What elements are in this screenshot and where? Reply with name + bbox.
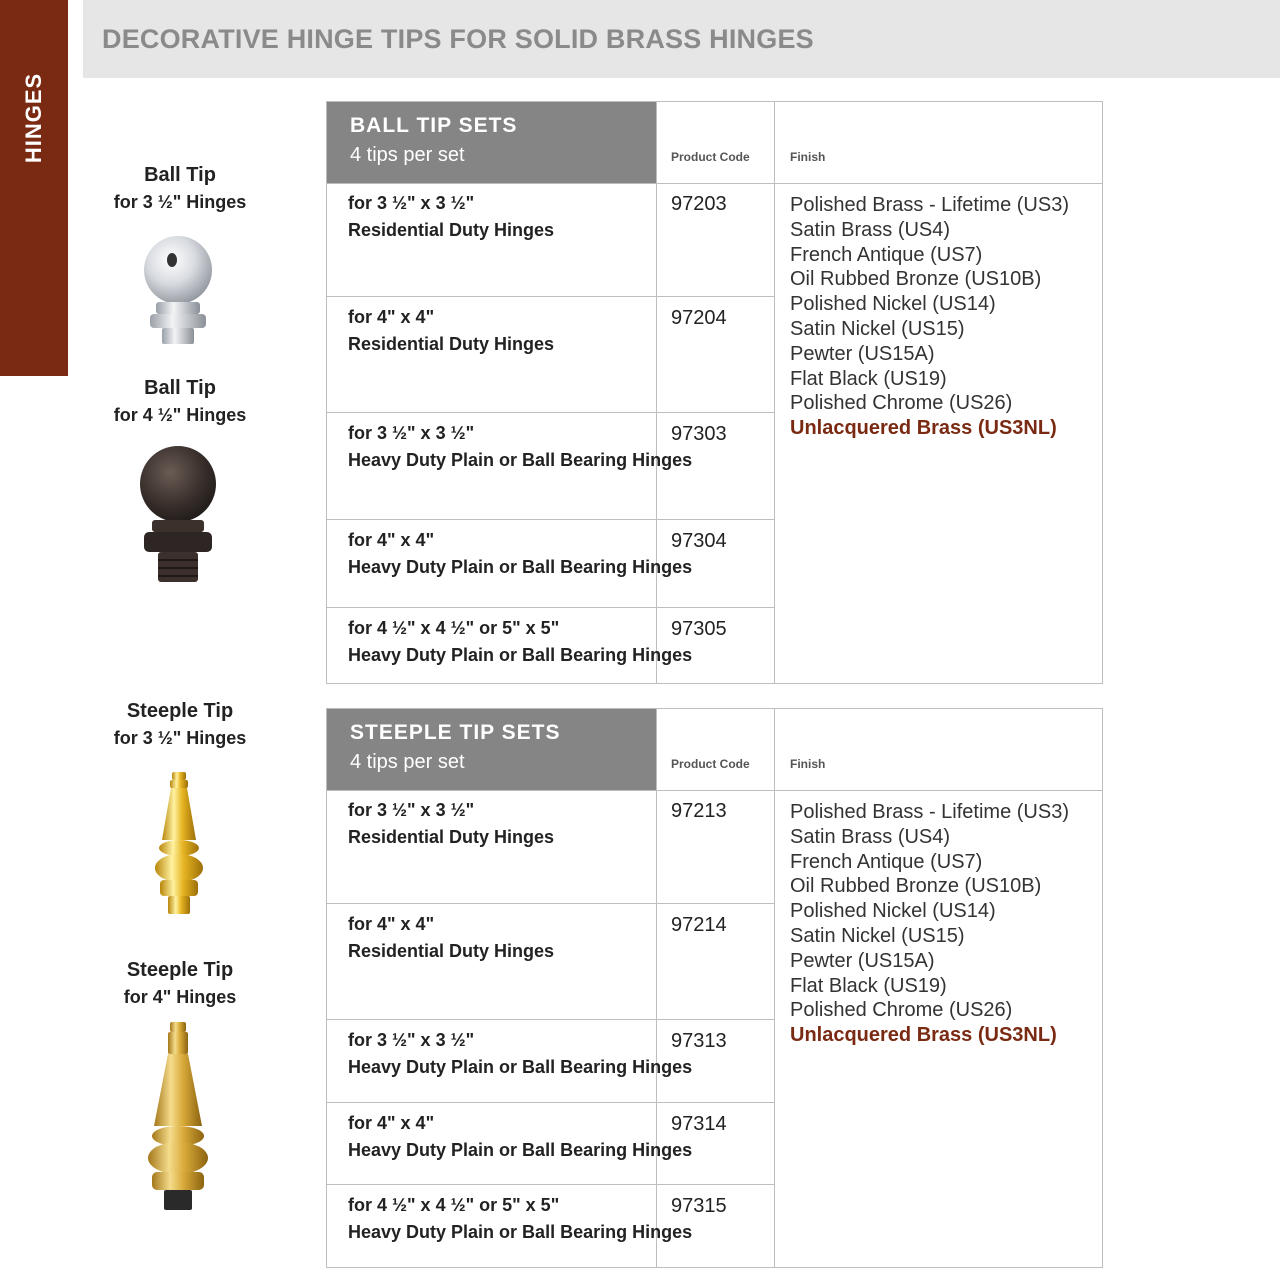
column-header-product-code: Product Code <box>671 150 750 164</box>
table-title: STEEPLE TIP SETS <box>350 721 561 744</box>
hinge-type: Heavy Duty Plain or Ball Bearing Hinges <box>348 1140 693 1160</box>
hinge-type: Heavy Duty Plain or Ball Bearing Hinges <box>348 450 693 470</box>
hinge-type: Residential Duty Hinges <box>348 827 555 847</box>
page-title: DECORATIVE HINGE TIPS FOR SOLID BRASS HINGES <box>102 24 814 54</box>
finish-item: Oil Rubbed Bronze (US10B) <box>790 268 1042 291</box>
ball-tip-table <box>326 101 1103 684</box>
hinge-type: Heavy Duty Plain or Ball Bearing Hinges <box>348 1057 693 1077</box>
column-header-finish: Finish <box>790 757 826 771</box>
finish-list <box>790 193 1069 441</box>
finish-item: Polished Nickel (US14) <box>790 293 996 316</box>
hinge-type: Residential Duty Hinges <box>348 220 555 240</box>
table-row <box>327 1185 774 1268</box>
product-name: Steeple Tip <box>126 700 234 722</box>
product-label-steeple-tip-4 <box>80 957 280 1011</box>
finish-item: Pewter (US15A) <box>790 342 935 365</box>
table-header <box>327 102 1102 184</box>
hinge-size: for 4" x 4" <box>348 530 435 550</box>
finish-item: Satin Brass (US4) <box>790 218 951 241</box>
finish-item: Pewter (US15A) <box>790 949 935 972</box>
steeple-tip-small-image <box>140 768 220 930</box>
product-name: Steeple Tip <box>126 959 234 981</box>
section-tab <box>0 0 68 376</box>
product-code: 97214 <box>671 914 727 936</box>
product-size: for 4" Hinges <box>123 987 237 1007</box>
steeple-tip-table <box>326 708 1103 1268</box>
table-row <box>327 904 774 1020</box>
hinge-size: for 4 ½" x 4 ½" or 5" x 5" <box>348 618 560 638</box>
column-header-finish: Finish <box>790 150 826 164</box>
product-code: 97315 <box>671 1195 727 1217</box>
finish-item: Satin Nickel (US15) <box>790 317 965 340</box>
hinge-type: Heavy Duty Plain or Ball Bearing Hinges <box>348 1222 693 1242</box>
column-header-product-code: Product Code <box>671 757 750 771</box>
hinge-size: for 3 ½" x 3 ½" <box>348 193 475 213</box>
table-subtitle: 4 tips per set <box>350 144 465 166</box>
table-title-block <box>327 709 656 790</box>
hinge-size: for 3 ½" x 3 ½" <box>348 1030 475 1050</box>
product-label-ball-tip-3-5 <box>80 162 280 216</box>
steeple-tip-large-image <box>130 1018 225 1218</box>
table-row <box>327 413 774 520</box>
chrome-ball-tip-image <box>130 228 225 350</box>
table-header <box>327 709 1102 791</box>
finish-item: Polished Nickel (US14) <box>790 900 996 923</box>
product-code: 97213 <box>671 800 727 822</box>
product-name: Ball Tip <box>144 377 216 399</box>
product-code: 97203 <box>671 193 727 215</box>
title-bar <box>83 0 1280 78</box>
hinge-type: Residential Duty Hinges <box>348 941 555 961</box>
finish-item-highlight: Unlacquered Brass (US3NL) <box>790 417 1057 440</box>
table-row <box>327 790 774 904</box>
table-row <box>327 520 774 608</box>
hinge-type: Heavy Duty Plain or Ball Bearing Hinges <box>348 645 693 665</box>
finish-item: Polished Chrome (US26) <box>790 999 1013 1022</box>
column-divider <box>774 102 775 683</box>
product-size: for 4 ½" Hinges <box>113 405 247 425</box>
finish-item: Flat Black (US19) <box>790 367 947 390</box>
product-name: Ball Tip <box>144 164 216 186</box>
hinge-type: Heavy Duty Plain or Ball Bearing Hinges <box>348 557 693 577</box>
column-divider <box>774 709 775 1267</box>
finish-item: Oil Rubbed Bronze (US10B) <box>790 875 1042 898</box>
table-row <box>327 1020 774 1103</box>
product-code: 97313 <box>671 1030 727 1052</box>
product-code: 97305 <box>671 618 727 640</box>
section-tab-label: HINGES <box>21 72 46 164</box>
product-size: for 3 ½" Hinges <box>113 728 247 748</box>
table-title: BALL TIP SETS <box>350 114 518 137</box>
finish-item: Polished Brass - Lifetime (US3) <box>790 801 1069 823</box>
finish-list <box>790 800 1069 1048</box>
table-row <box>327 183 774 297</box>
hinge-size: for 3 ½" x 3 ½" <box>348 800 475 820</box>
product-code: 97304 <box>671 530 727 552</box>
finish-item: Flat Black (US19) <box>790 974 947 997</box>
table-subtitle: 4 tips per set <box>350 751 465 773</box>
finish-item-highlight: Unlacquered Brass (US3NL) <box>790 1024 1057 1047</box>
table-row <box>327 297 774 413</box>
table-row <box>327 608 774 684</box>
hinge-size: for 4" x 4" <box>348 307 435 327</box>
product-size: for 3 ½" Hinges <box>113 192 247 212</box>
hinge-type: Residential Duty Hinges <box>348 334 555 354</box>
bronze-ball-tip-image <box>130 440 225 588</box>
product-label-steeple-tip-3-5 <box>80 698 280 752</box>
product-code: 97204 <box>671 307 727 329</box>
finish-item: Satin Brass (US4) <box>790 825 951 848</box>
finish-item: French Antique (US7) <box>790 243 983 266</box>
table-title-block <box>327 102 656 183</box>
hinge-size: for 4" x 4" <box>348 914 435 934</box>
product-label-ball-tip-4-5 <box>80 375 280 429</box>
hinge-size: for 3 ½" x 3 ½" <box>348 423 475 443</box>
product-code: 97314 <box>671 1113 727 1135</box>
table-row <box>327 1103 774 1185</box>
finish-item: Polished Brass - Lifetime (US3) <box>790 194 1069 216</box>
finish-item: Polished Chrome (US26) <box>790 392 1013 415</box>
hinge-size: for 4 ½" x 4 ½" or 5" x 5" <box>348 1195 560 1215</box>
product-code: 97303 <box>671 423 727 445</box>
finish-item: French Antique (US7) <box>790 850 983 873</box>
finish-item: Satin Nickel (US15) <box>790 924 965 947</box>
hinge-size: for 4" x 4" <box>348 1113 435 1133</box>
